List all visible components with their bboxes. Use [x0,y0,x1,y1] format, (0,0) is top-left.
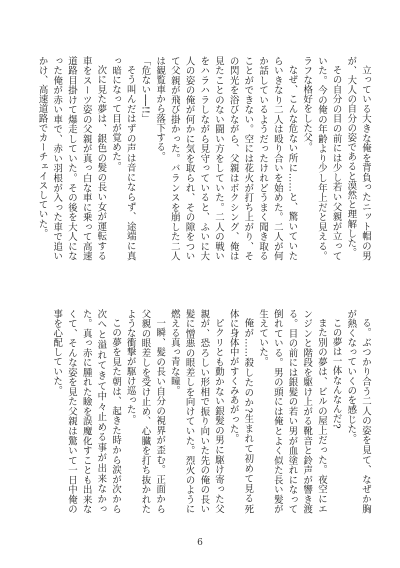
upper-text-column [28,56,372,261]
paragraph: その自分の目の前には少し若い父親が立っていた。今の俺の年齢より少し年上だと見える。ラフな格好をした父。 [301,56,342,261]
paragraph: この夢は一体なんなんだ? [330,318,342,430]
paragraph: また別の夢は、ビルの屋上だった。夜空にエンジンと階段を駆け上がる靴音と鈴声が響き渡る。目の前には銀髪の若い男が血塗れになって倒れている。男の頭には俺とよく似た長い髪が生えていた。 [257,309,327,514]
paragraph: る。ぶつかり合う二人の姿を見て、なぜか胸が熱くなっていくのを感じた。 [345,309,371,514]
page-number: 6 [197,538,203,548]
paragraph: この夢を見た朝は、起きた時から涙が次から次へと溢れてきて中々止める事が出来なかった。真っ赤に腫れた瞼を誤魔化すことも出来なくて、そんな姿を見た父親は驚いて一日中俺の事を心配していた。 [51,309,122,514]
paragraph: なぜ、こんな危ない所に……と、驚いていたらいきなり二人は殴り合いを始めた。二人が何か話しているようだったけれどうまく聞き取ることができない。空には花火が打ち上がり、その閃光を浴びながら、父親はボクシング、俺は見たことのない闘い方をしていた。二人の戦いをハラハラしながら見守っていると、ふいに大人の姿の俺が何かに気を取られ、その隙をついて父親が飛び掛かった。バランスを崩した二人は観覧車から落下する。 [154,56,298,261]
paragraph: そう叫んだはずの声は音にならず、途端に真っ暗になって目が覚めた。 [110,56,136,261]
paragraph: 「危ない──!!」 [139,56,151,124]
paragraph: 一瞬、髪の長い自分の視界が歪む。正面から父親の眼差しを受け止め、心臓を打ち抜かれたような衝撃が駆け巡った。 [124,309,166,514]
text-block [28,56,372,514]
paragraph: 立っている大きな俺を背負ったニット帽の男が、大人の自分の姿であると漠然と理解した。 [345,56,371,261]
paragraph: ピクリとも動かない銀髪の男に駆け寄った父親が、恐ろしい形相で振り向いた先の俺の長い髪に憎悪の眼差しを向けていた。烈火のように燃える真っ青な瞳。 [168,309,224,514]
paragraph: 俺が……殺したのか?生まれて初めて見る死体に身体中がすくみあがった。 [227,309,254,514]
paragraph: 次に見た夢は、銀色の髪の長い女が運転する車をスーツ姿の父親が真っ白な車に乗って高速道路目掛けて爆走していた。その後を大人になった俺が赤い車で、赤い羽根が入った車で追いかけ、高速道路でカーチェイスしていた。 [36,56,107,261]
lower-text-column [28,309,372,514]
